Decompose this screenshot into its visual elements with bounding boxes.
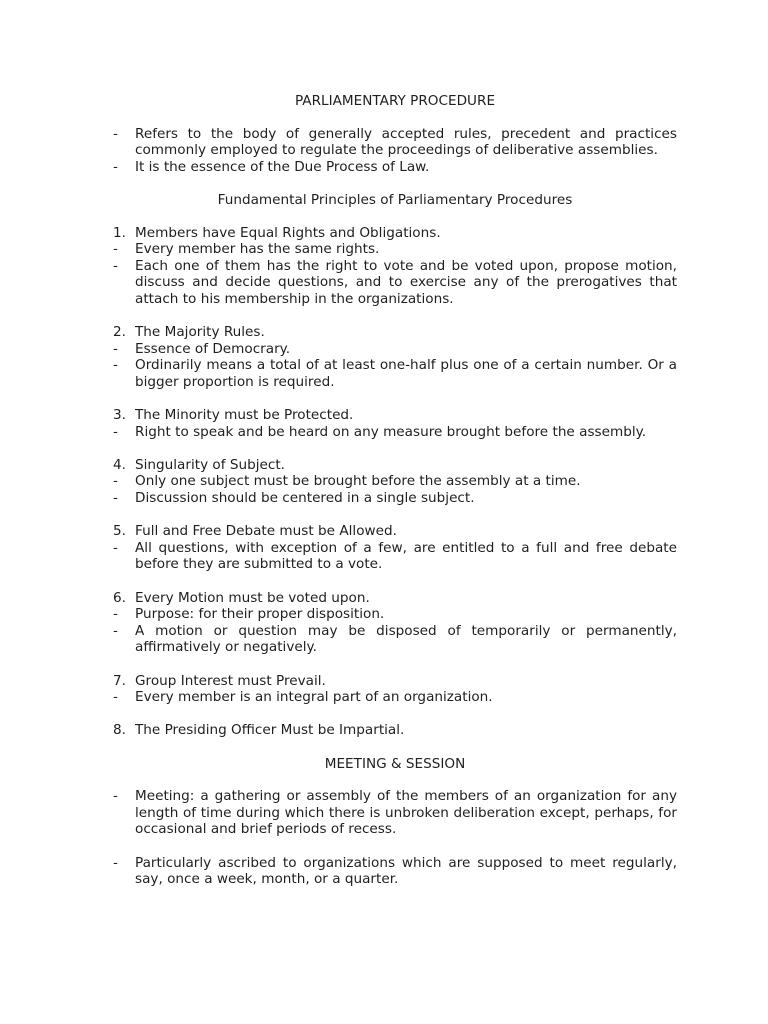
bullet-marker: - [113,473,118,490]
principle-title [113,225,677,242]
principle-point [113,241,677,258]
principle-title-text: The Majority Rules. [135,324,265,341]
principle-number: 4. [113,456,126,473]
document-title: PARLIAMENTARY PROCEDURE [294,93,496,109]
meeting-point [113,855,677,888]
principle-title [113,324,677,341]
spacer [113,706,677,723]
principle-point [113,341,677,358]
principle-number: 1. [113,224,126,241]
principle-number: 5. [113,523,126,540]
principle-title [113,407,677,424]
bullet-marker: - [113,689,118,706]
principle-point [113,490,677,507]
principle-point-text: Discussion should be centered in a single subject. [135,490,475,507]
bullet-marker: - [113,340,118,357]
spacer [113,391,677,408]
principle-point [113,357,677,390]
intro-text: Refers to the body of generally accepted rules, precedent and practices commonly employed to regulate the proceedings of deliberative assemblies. [135,125,677,159]
principle-point [113,473,677,490]
principle-title-text: Members have Equal Rights and Obligations. [135,224,441,241]
bullet-marker: - [113,539,118,556]
principle-point-text: Each one of them has the right to vote and be voted upon, propose motion, discuss and decide questions, and to exercise any of the prerogatives that attach to his membership in the organizations. [135,257,677,307]
spacer [113,656,677,673]
principle-point-text: Every member has the same rights. [135,241,380,258]
principle-number: 2. [113,324,126,341]
bullet-marker: - [113,357,118,374]
spacer [113,838,677,855]
principle-point-text: Every member is an integral part of an organization. [135,689,493,706]
intro-text: It is the essence of the Due Process of Law. [135,158,430,175]
bullet-marker: - [113,158,118,175]
spacer [113,739,677,756]
principle-title [113,673,677,690]
principle-number: 7. [113,672,126,689]
principle-number: 8. [113,722,126,739]
principle-point [113,689,677,706]
meeting-heading: MEETING & SESSION [324,755,466,772]
meeting-point-text: Particularly ascribed to organizations which are supposed to meet regularly, say, once a week, month, or a quarter. [135,854,677,888]
principle-title-text: Every Motion must be voted upon. [135,589,370,606]
intro-item [113,159,677,176]
principle-point-text: Essence of Democrary. [135,340,291,357]
principle-point [113,623,677,656]
principle-title-text: Singularity of Subject. [135,456,285,473]
principle-title [113,523,677,540]
principle-title-text: The Minority must be Protected. [135,407,354,424]
principle-title-text: Full and Free Debate must be Allowed. [135,523,397,540]
bullet-marker: - [113,490,118,507]
bullet-marker: - [113,241,118,258]
principle-point [113,424,677,441]
document-body [113,93,677,888]
spacer [113,507,677,524]
principle-title-text: The Presiding Officer Must be Impartial. [135,722,405,739]
principles-heading: Fundamental Principles of Parliamentary Procedures [217,191,573,208]
principle-number: 3. [113,407,126,424]
principle-title [113,722,677,739]
bullet-marker: - [113,788,118,805]
spacer [113,573,677,590]
meeting-point-text: Meeting: a gathering or assembly of the members of an organization for any length of time during which there is unbroken deliberation except, perhaps, for occasional and brief periods of recess. [135,788,677,838]
spacer [113,308,677,325]
principle-point [113,606,677,623]
bullet-marker: - [113,423,118,440]
principle-point [113,540,677,573]
principle-point-text: All questions, with exception of a few, are entitled to a full and free debate before they are submitted to a vote. [135,539,677,573]
principle-point-text: Ordinarily means a total of at least one-half plus one of a certain number. Or a bigger proportion is required. [135,357,677,390]
principle-point-text: Right to speak and be heard on any measure brought before the assembly. [135,423,647,440]
bullet-marker: - [113,606,118,623]
bullet-marker: - [113,622,118,639]
principle-number: 6. [113,589,126,606]
bullet-marker: - [113,854,118,871]
bullet-marker: - [113,125,118,142]
intro-item [113,126,677,159]
meeting-point [113,788,677,838]
principle-title [113,590,677,607]
bullet-marker: - [113,257,118,274]
principle-point-text: Only one subject must be brought before the assembly at a time. [135,473,581,490]
spacer [113,440,677,457]
principle-point-text: Purpose: for their proper disposition. [135,606,385,623]
principle-title [113,457,677,474]
principle-title-text: Group Interest must Prevail. [135,672,326,689]
spacer [113,175,677,192]
principle-point [113,258,677,308]
principle-point-text: A motion or question may be disposed of temporarily or permanently, affirmatively or negatively. [135,622,677,656]
